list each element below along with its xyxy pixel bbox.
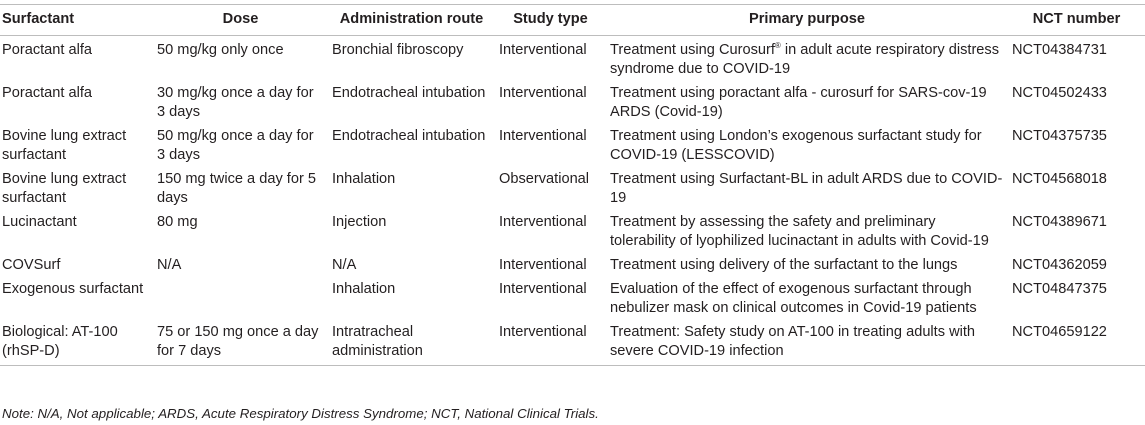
cell-nct-number: NCT04659122 xyxy=(1012,324,1107,340)
cell-surfactant: COVSurf xyxy=(2,257,61,273)
cell-purpose: Treatment using London’s exogenous surfactant study for COVID-19 (LESSCOVID) xyxy=(610,128,982,163)
cell-route: Intratracheal administration xyxy=(332,324,423,359)
cell-study-type: Interventional xyxy=(499,42,587,58)
cell-dose: N/A xyxy=(157,257,182,273)
cell-route: Endotracheal intubation xyxy=(332,128,486,144)
cell-dose: 80 mg xyxy=(157,214,198,230)
cell-study-type: Observational xyxy=(499,171,590,187)
purpose-text: Treatment using Curosurf xyxy=(610,42,775,58)
cell-dose: 150 mg twice a day for 5 days xyxy=(157,171,316,206)
table-row xyxy=(0,322,1145,366)
cell-nct-number: NCT04502433 xyxy=(1012,85,1107,101)
header-surfactant: Surfactant xyxy=(2,11,75,27)
surfactant-trials-table xyxy=(0,4,1145,366)
cell-dose: 50 mg/kg only once xyxy=(157,42,284,58)
cell-purpose: Treatment: Safety study on AT-100 in treating adults with severe COVID-19 infection xyxy=(610,324,976,359)
cell-study-type: Interventional xyxy=(499,324,587,340)
header-administration-route: Administration route xyxy=(339,11,484,27)
cell-surfactant: Poractant alfa xyxy=(2,42,93,58)
table-row xyxy=(0,212,1145,255)
table-row xyxy=(0,126,1145,169)
cell-study-type: Interventional xyxy=(499,214,587,230)
table-row xyxy=(0,36,1145,84)
cell-dose xyxy=(153,279,328,322)
cell-nct-number: NCT04375735 xyxy=(1012,128,1107,144)
cell-study-type: Interventional xyxy=(499,257,587,273)
header-study-type: Study type xyxy=(513,11,588,27)
cell-surfactant: Lucinactant xyxy=(2,214,77,230)
cell-surfactant: Exogenous surfactant xyxy=(2,281,144,297)
cell-purpose: Treatment using delivery of the surfactant to the lungs xyxy=(610,257,958,273)
cell-route: Injection xyxy=(332,214,387,230)
cell-purpose xyxy=(606,36,1008,84)
table-footnote: Note: N/A, Not applicable; ARDS, Acute Respiratory Distress Syndrome; NCT, National Clinical Trials. xyxy=(2,406,599,421)
cell-route: Bronchial fibroscopy xyxy=(332,42,464,58)
cell-surfactant: Bovine lung extract surfactant xyxy=(2,128,127,163)
cell-purpose: Evaluation of the effect of exogenous surfactant through nebulizer mask on clinical outcomes in Covid-19 patients xyxy=(610,281,977,316)
cell-dose: 75 or 150 mg once a day for 7 days xyxy=(157,324,319,359)
cell-route: Inhalation xyxy=(332,171,396,187)
cell-nct-number: NCT04847375 xyxy=(1012,281,1107,297)
cell-route: Inhalation xyxy=(332,281,396,297)
cell-surfactant: Poractant alfa xyxy=(2,85,93,101)
cell-nct-number: NCT04362059 xyxy=(1012,257,1107,273)
cell-nct-number: NCT04389671 xyxy=(1012,214,1107,230)
cell-surfactant: Bovine lung extract surfactant xyxy=(2,171,127,206)
cell-route: N/A xyxy=(332,257,357,273)
cell-purpose: Treatment using Surfactant-BL in adult ARDS due to COVID-19 xyxy=(610,171,1003,206)
cell-nct-number: NCT04568018 xyxy=(1012,171,1107,187)
cell-study-type: Interventional xyxy=(499,281,587,297)
header-nct-number: NCT number xyxy=(1032,11,1121,27)
cell-nct-number: NCT04384731 xyxy=(1012,42,1107,58)
cell-purpose: Treatment using poractant alfa - curosurf for SARS-cov-19 ARDS (Covid-19) xyxy=(610,85,987,120)
table-header-row xyxy=(0,5,1145,36)
header-primary-purpose: Primary purpose xyxy=(749,11,865,27)
table-row xyxy=(0,83,1145,126)
cell-route: Endotracheal intubation xyxy=(332,85,486,101)
table-row xyxy=(0,255,1145,279)
registered-trademark-mark: ® xyxy=(774,41,781,51)
cell-purpose: Treatment by assessing the safety and preliminary tolerability of lyophilized lucinactant in adults with Covid-19 xyxy=(610,214,989,249)
cell-study-type: Interventional xyxy=(499,128,587,144)
purpose-text-continued: in adult acute respiratory distress syndrome due to COVID-19 xyxy=(610,42,1000,77)
cell-dose: 30 mg/kg once a day for 3 days xyxy=(157,85,314,120)
header-dose: Dose xyxy=(222,11,259,27)
cell-dose: 50 mg/kg once a day for 3 days xyxy=(157,128,314,163)
cell-surfactant: Biological: AT-100 (rhSP-D) xyxy=(2,324,118,359)
table-row xyxy=(0,169,1145,212)
cell-study-type: Interventional xyxy=(499,85,587,101)
table-row xyxy=(0,279,1145,322)
